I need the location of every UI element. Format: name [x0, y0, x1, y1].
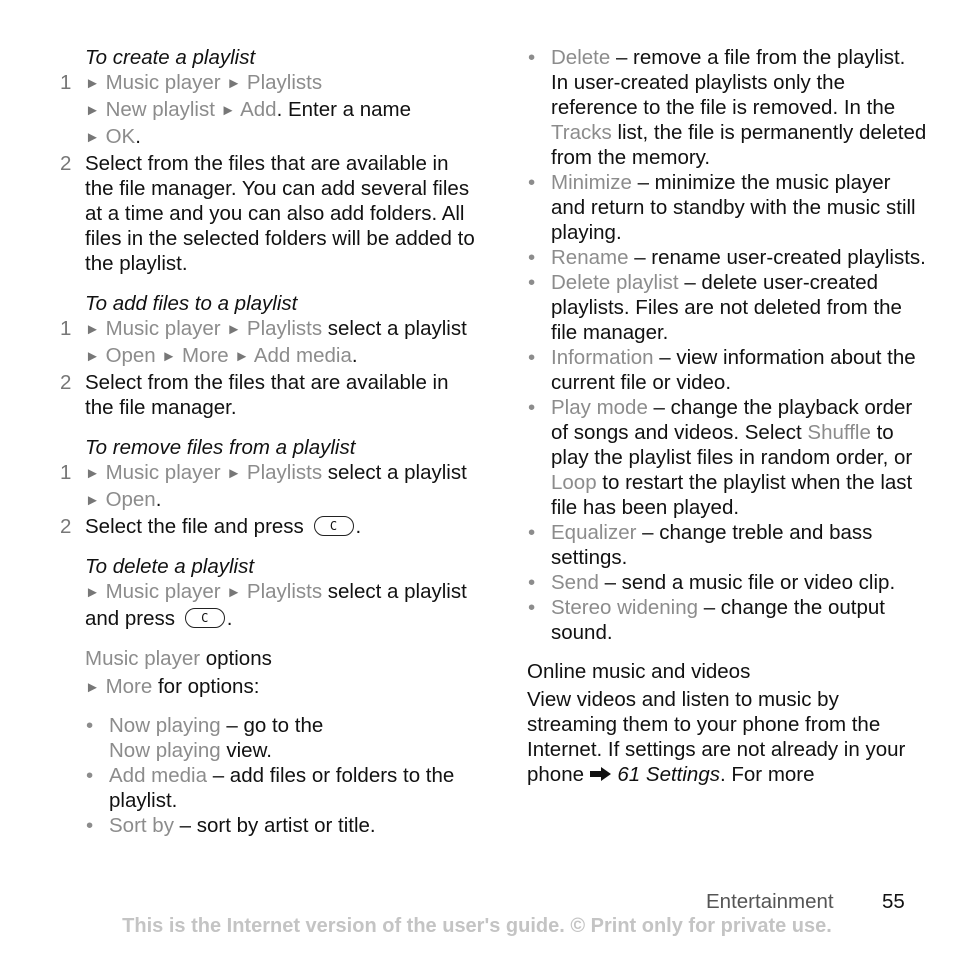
bullet-icon: •	[528, 271, 536, 294]
arrow-right-icon	[590, 767, 612, 781]
menu-add-media: Add media	[253, 344, 352, 367]
step-number: 1	[60, 71, 72, 94]
option-desc: – view information about the current file or video.	[551, 346, 916, 394]
menu-more: More	[181, 344, 229, 367]
bullet-icon: •	[86, 714, 94, 737]
option-label: Shuffle	[807, 421, 871, 444]
option-desc: – rename user-created playlists.	[628, 246, 926, 269]
menu-ok: OK	[105, 125, 136, 148]
list-item	[85, 713, 480, 763]
arrow-icon: ►	[85, 321, 100, 338]
options-more-text: for options:	[152, 675, 260, 698]
options-list-continued	[527, 45, 927, 645]
list-item	[527, 245, 927, 270]
list-item	[85, 763, 480, 813]
step-text: Select the file and press	[85, 515, 310, 538]
option-desc: to restart the playlist when the last file has been played.	[551, 471, 913, 519]
bullet-icon: •	[528, 521, 536, 544]
option-desc: – change the playback order of songs and videos. Select	[551, 396, 913, 444]
option-desc: view.	[220, 739, 272, 762]
option-label: Rename	[551, 246, 629, 269]
arrow-icon: ►	[234, 348, 250, 365]
option-label: Play mode	[551, 396, 648, 419]
option-desc: – go to the	[220, 714, 324, 737]
step-text: .	[226, 607, 233, 630]
option-desc: – change treble and bass settings.	[551, 521, 873, 569]
option-desc: – change the output sound.	[551, 596, 885, 644]
bullet-icon: •	[528, 571, 536, 594]
arrow-icon: ►	[85, 679, 100, 696]
options-more	[85, 674, 480, 701]
option-desc: to play the playlist files in random order, or	[551, 421, 913, 469]
option-desc: – delete user-created playlists. Files are not deleted from the file manager.	[551, 271, 902, 344]
bullet-icon: •	[528, 246, 536, 269]
option-label: Send	[551, 571, 599, 594]
arrow-icon: ►	[85, 492, 100, 509]
step-text: Select from the files that are available in the file manager.	[85, 371, 449, 419]
step-number: 2	[60, 152, 72, 175]
menu-open: Open	[105, 488, 156, 511]
list-item	[527, 170, 927, 245]
page-number: 55	[882, 890, 905, 913]
step-text: .	[355, 515, 362, 538]
step-text: select a playlist and press	[85, 580, 467, 630]
options-list	[85, 713, 480, 838]
menu-add: Add	[240, 98, 277, 121]
arrow-icon: ►	[226, 75, 242, 92]
menu-open: Open	[105, 344, 156, 367]
option-desc: – minimize the music player and return to standby with the music still playing.	[551, 171, 916, 244]
option-label: Delete playlist	[551, 271, 679, 294]
option-label: Delete	[551, 46, 611, 69]
create-playlist-heading: To create a playlist	[85, 46, 256, 69]
online-text: View videos and listen to music by streaming them to your phone from the Internet. If settings are not already in your phone	[527, 688, 906, 786]
create-step-1	[60, 70, 480, 151]
delete-playlist-heading: To delete a playlist	[85, 555, 255, 578]
footer-section-title: Entertainment	[706, 890, 834, 913]
c-key-icon: C	[185, 608, 225, 628]
option-desc: – add files or folders to the playlist.	[109, 764, 455, 812]
list-item	[527, 520, 927, 570]
online-paragraph	[527, 687, 927, 787]
step-text: select a playlist	[322, 461, 467, 484]
menu-more: More	[105, 675, 153, 698]
option-desc: – sort by artist or title.	[173, 814, 376, 837]
menu-playlists: Playlists	[246, 461, 323, 484]
option-label: Loop	[551, 471, 597, 494]
arrow-icon: ►	[85, 584, 100, 601]
step-number: 1	[60, 317, 72, 340]
add-step-1	[60, 316, 480, 370]
list-item	[527, 270, 927, 345]
remove-step-2	[60, 514, 480, 539]
bullet-icon: •	[528, 346, 536, 369]
arrow-icon: ►	[226, 465, 242, 482]
menu-music-player: Music player	[105, 317, 221, 340]
option-label: Tracks	[551, 121, 612, 144]
create-step-2	[60, 151, 480, 276]
arrow-icon: ►	[85, 129, 100, 146]
step-text: select a playlist	[322, 317, 467, 340]
option-label: Stereo widening	[551, 596, 699, 619]
step-number: 2	[60, 371, 72, 394]
list-item	[527, 45, 927, 170]
menu-playlists: Playlists	[246, 580, 323, 603]
cross-reference-link[interactable]: 61 Settings	[617, 763, 720, 786]
option-label: Add media	[109, 764, 208, 787]
online-text-2: . For more	[719, 763, 815, 786]
bullet-icon: •	[86, 814, 94, 837]
add-step-2	[60, 370, 480, 420]
option-label: Information	[551, 346, 654, 369]
arrow-icon: ►	[85, 75, 100, 92]
option-label: Now playing	[109, 714, 221, 737]
option-desc: list, the file is permanently deleted from the memory.	[551, 121, 927, 169]
step-number: 2	[60, 515, 72, 538]
options-heading-text: options	[200, 647, 272, 670]
bullet-icon: •	[528, 396, 536, 419]
arrow-icon: ►	[226, 584, 242, 601]
option-desc: – send a music file or video clip.	[598, 571, 896, 594]
menu-music-player: Music player	[105, 71, 221, 94]
menu-playlists: Playlists	[246, 317, 323, 340]
step-text: .	[155, 488, 162, 511]
bullet-icon: •	[528, 46, 536, 69]
arrow-icon: ►	[220, 102, 236, 119]
right-column	[527, 45, 927, 787]
option-desc: – remove a file from the playlist. In user-created playlists only the reference to the file is removed. In the	[551, 46, 906, 119]
option-label: Minimize	[551, 171, 632, 194]
online-heading: Online music and videos	[527, 660, 751, 683]
c-key-icon: C	[314, 516, 354, 536]
list-item	[85, 813, 480, 838]
option-label: Sort by	[109, 814, 174, 837]
arrow-icon: ►	[226, 321, 242, 338]
step-text: .	[135, 125, 141, 148]
add-files-heading: To add files to a playlist	[85, 292, 298, 315]
options-heading	[85, 646, 480, 671]
menu-new-playlist: New playlist	[105, 98, 215, 121]
bullet-icon: •	[528, 596, 536, 619]
remove-step-1	[60, 460, 480, 514]
step-text: Select from the files that are available in the file manager. You can add several files at a time and you can also add folders. All files in the selected folders will be added to the playlist.	[85, 152, 475, 275]
step-text: .	[351, 344, 358, 367]
option-label: Equalizer	[551, 521, 637, 544]
step-number: 1	[60, 461, 72, 484]
menu-music-player: Music player	[105, 461, 221, 484]
option-label: Now playing	[109, 739, 221, 762]
remove-files-heading: To remove files from a playlist	[85, 436, 356, 459]
left-column	[60, 45, 480, 838]
list-item	[527, 345, 927, 395]
list-item	[527, 395, 927, 520]
arrow-icon: ►	[85, 348, 100, 365]
disclaimer: This is the Internet version of the user's guide. © Print only for private use.	[122, 915, 832, 937]
menu-playlists: Playlists	[246, 71, 323, 94]
list-item	[527, 595, 927, 645]
menu-music-player: Music player	[85, 647, 201, 670]
arrow-icon: ►	[161, 348, 177, 365]
menu-music-player: Music player	[105, 580, 221, 603]
arrow-icon: ►	[85, 465, 100, 482]
bullet-icon: •	[528, 171, 536, 194]
delete-instruction	[85, 579, 480, 631]
arrow-icon: ►	[85, 102, 100, 119]
step-text: . Enter a name	[276, 98, 412, 121]
bullet-icon: •	[86, 764, 94, 787]
list-item	[527, 570, 927, 595]
